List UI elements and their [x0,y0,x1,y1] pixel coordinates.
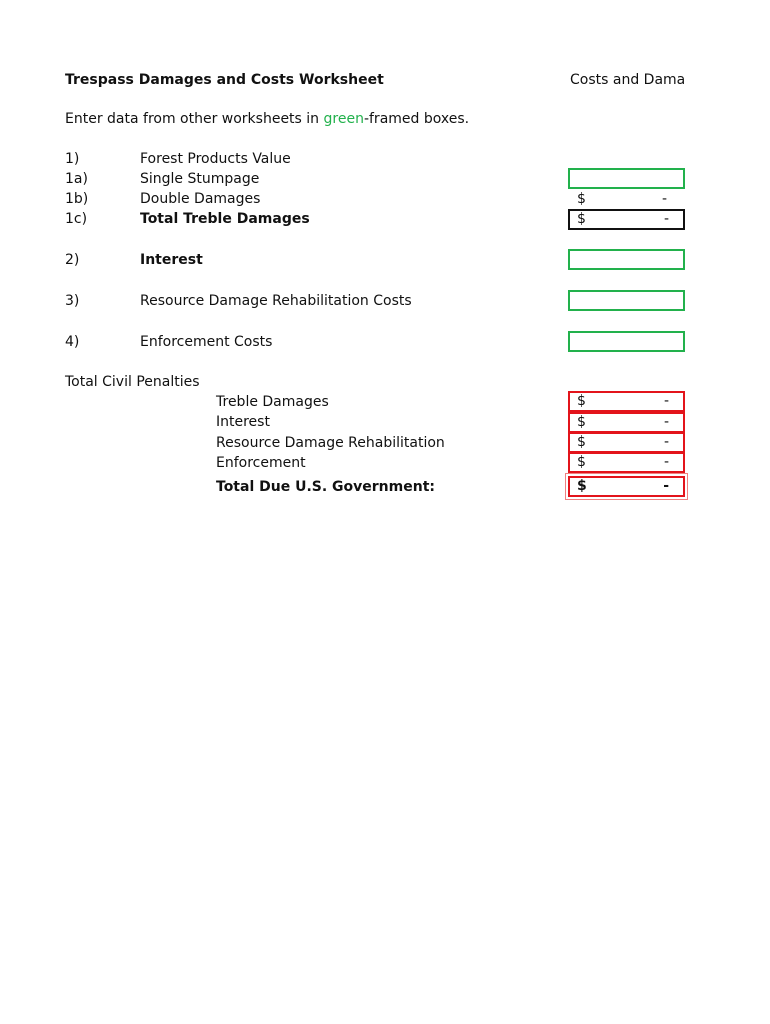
item-number-1b: 1b) [65,191,89,207]
single-stumpage-input[interactable] [568,168,685,189]
enforcement-costs-input[interactable] [568,331,685,352]
worksheet-title: Trespass Damages and Costs Worksheet [65,72,384,88]
penalty-interest-cell [568,412,685,433]
item-number-1c: 1c) [65,211,88,227]
penalty-treble-damages-value: - [663,393,669,409]
penalty-enforcement-cell [568,452,685,473]
double-damages-value: - [662,191,668,207]
instruction-before: Enter data from other worksheets in [65,111,324,127]
total-due-currency: $ [577,478,587,494]
total-due-cell [568,476,685,497]
total-due-value: - [663,478,669,494]
penalty-label-resource-damage: Resource Damage Rehabilitation [216,435,445,451]
item-label-single-stumpage: Single Stumpage [140,171,260,187]
item-number-1a: 1a) [65,171,88,187]
penalty-treble-damages-cell [568,391,685,412]
instruction-highlight: green [323,111,364,127]
penalty-label-interest: Interest [216,414,270,430]
instruction-after: -framed boxes. [363,111,470,127]
double-damages-currency: $ [577,191,586,207]
penalties-heading: Total Civil Penalties [65,374,200,390]
penalty-interest-currency: $ [577,414,586,430]
penalty-interest-value: - [663,414,669,430]
item-label-double-damages: Double Damages [140,191,261,207]
total-treble-damages-value: - [663,211,669,227]
item-label-total-treble-damages: Total Treble Damages [140,211,310,227]
penalty-resource-damage-currency: $ [577,434,586,450]
item-label-resource-damage-rehabilitation-costs: Resource Damage Rehabilitation Costs [140,293,412,309]
total-due-label: Total Due U.S. Government: [216,479,435,495]
item-number-3: 3) [65,293,80,309]
resource-damage-costs-input[interactable] [568,290,685,311]
item-label-interest: Interest [140,252,203,268]
penalty-resource-damage-cell [568,432,685,453]
instruction-text [65,109,469,129]
item-label-enforcement-costs: Enforcement Costs [140,334,273,350]
penalty-enforcement-currency: $ [577,454,586,470]
total-treble-damages-currency: $ [577,211,586,227]
item-number-4: 4) [65,334,80,350]
penalty-label-enforcement: Enforcement [216,455,306,471]
item-label-forest-products-value: Forest Products Value [140,151,291,167]
penalty-resource-damage-value: - [663,434,669,450]
penalty-label-treble-damages: Treble Damages [216,394,329,410]
penalty-treble-damages-currency: $ [577,393,586,409]
item-number-1: 1) [65,151,80,167]
worksheet-right-title: Costs and Dama [570,72,686,88]
total-treble-damages-cell [568,209,685,230]
penalty-enforcement-value: - [663,454,669,470]
interest-input[interactable] [568,249,685,270]
item-number-2: 2) [65,252,80,268]
